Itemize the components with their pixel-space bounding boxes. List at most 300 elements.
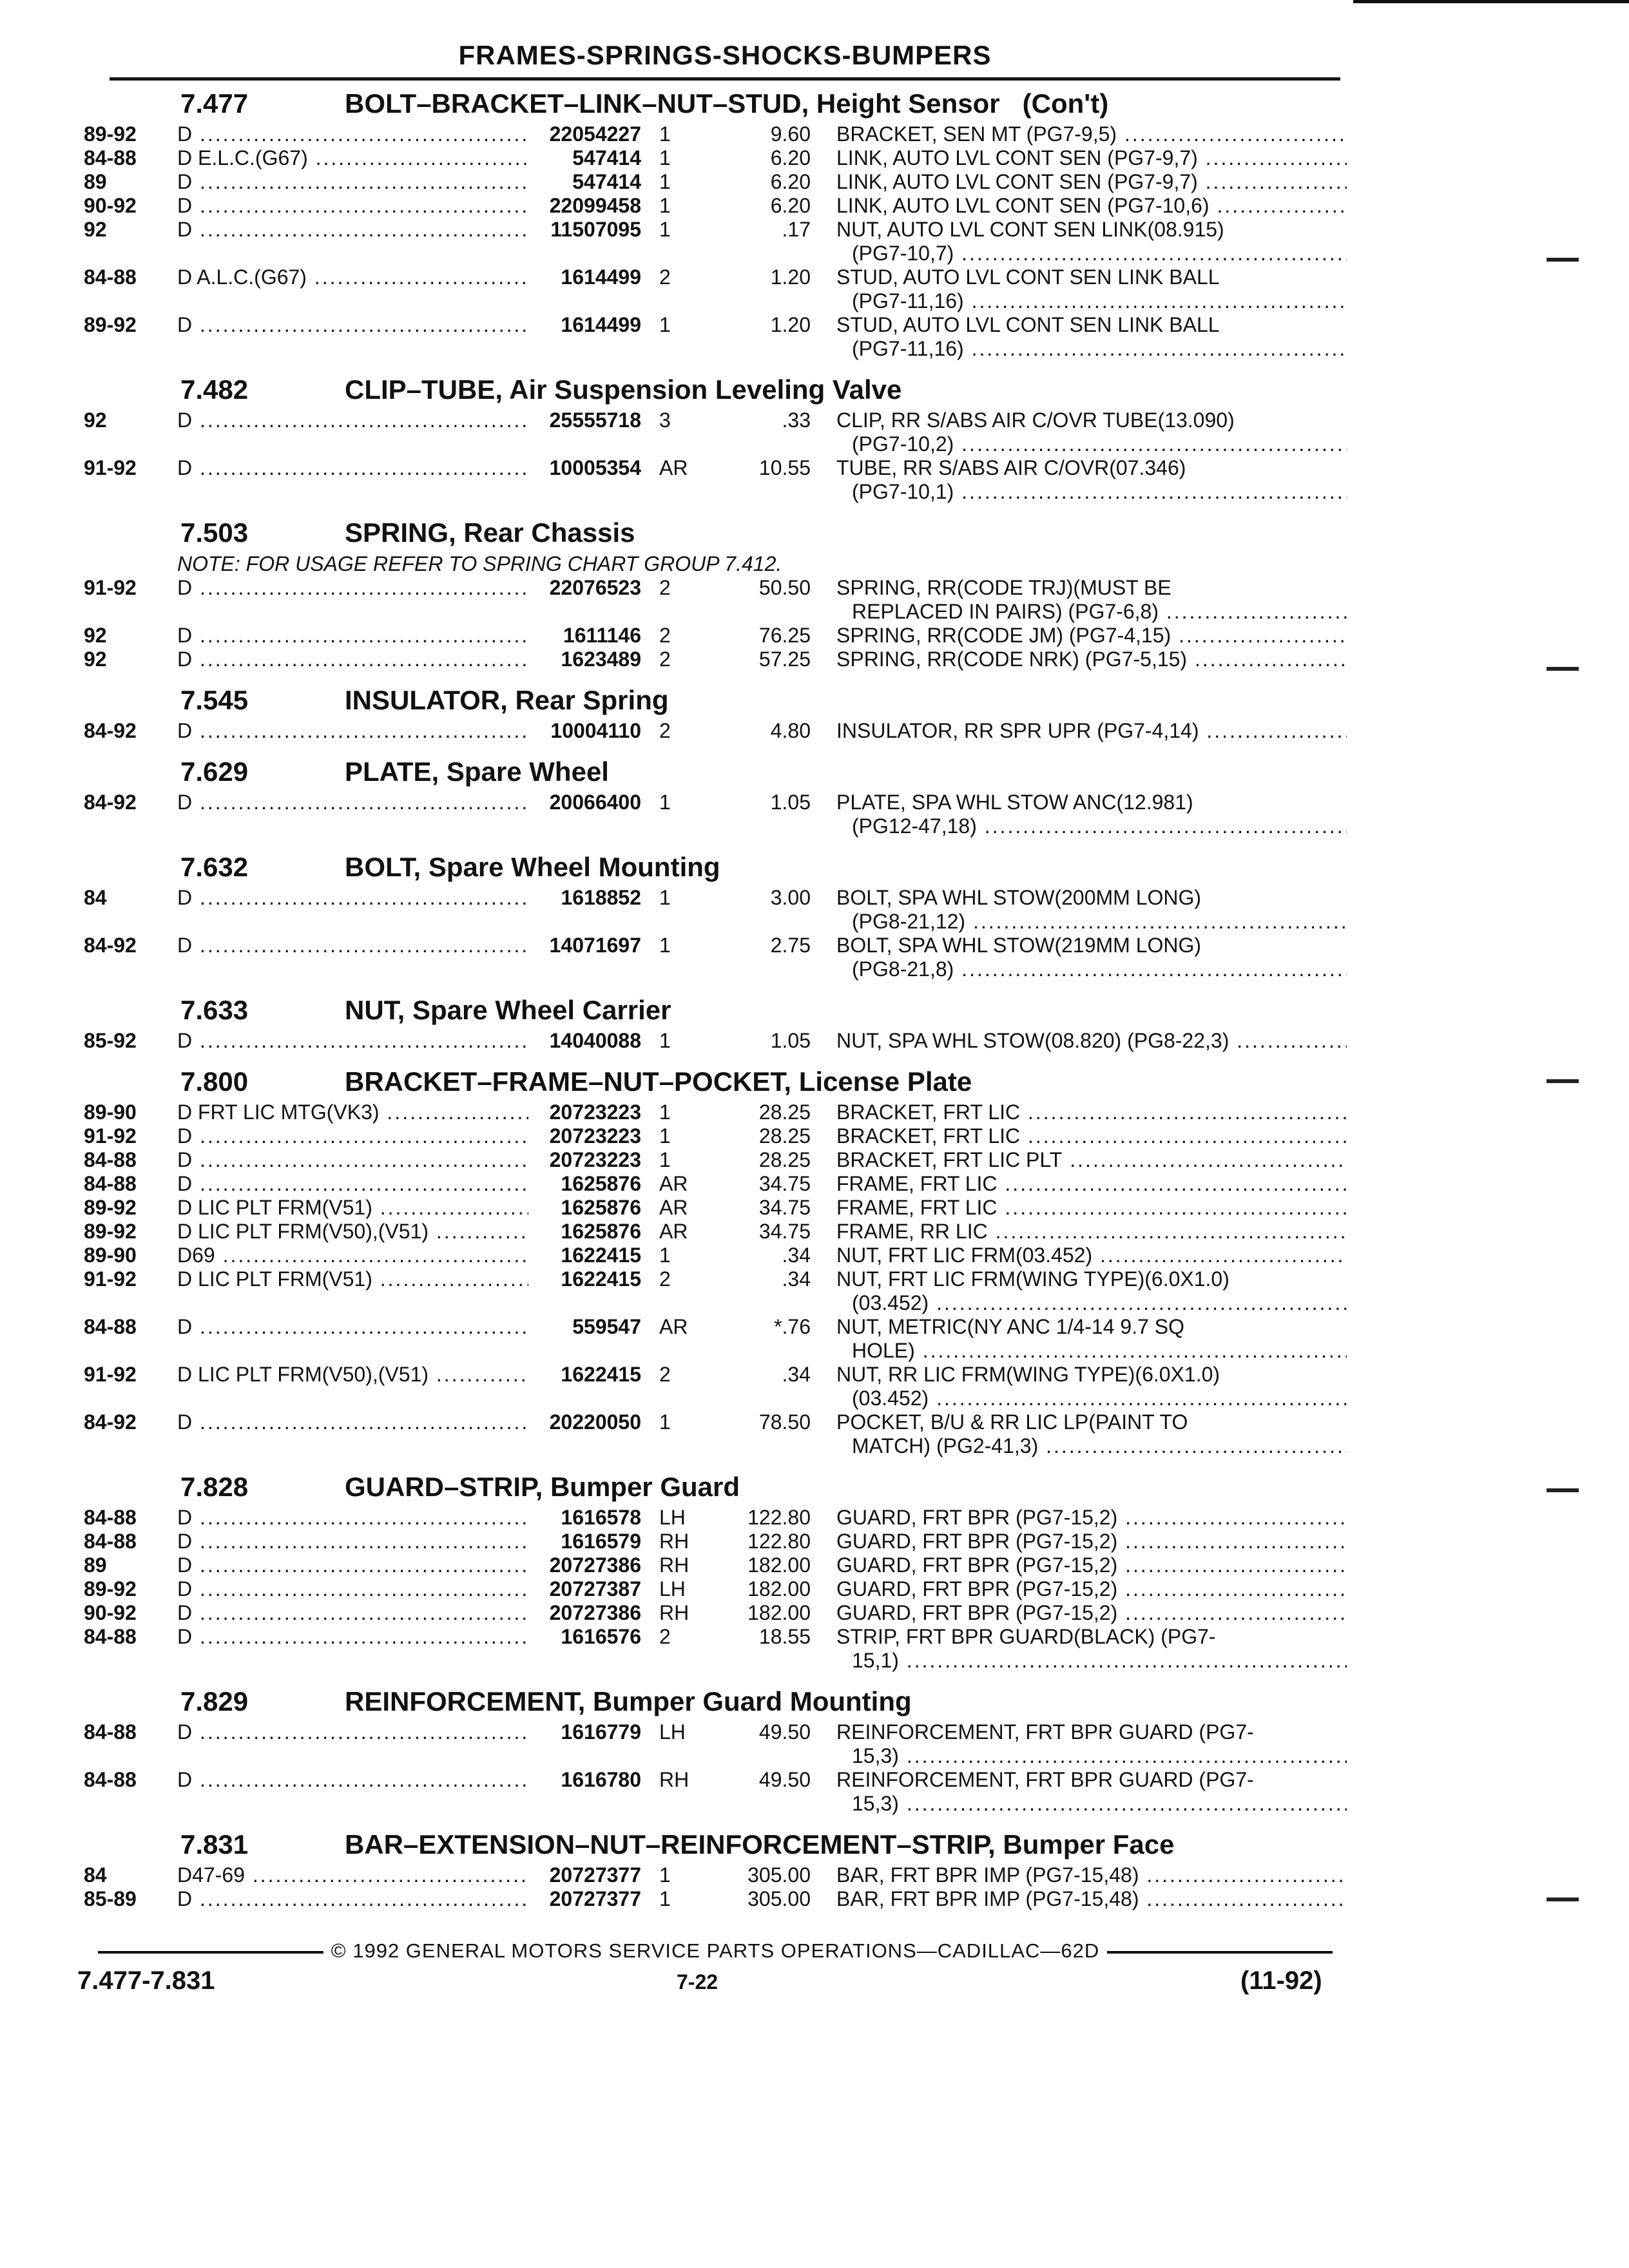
group-number: 7.482 <box>180 374 249 405</box>
quantity: 3 <box>659 408 671 432</box>
part-description <box>836 1768 1347 1816</box>
quantity: 1 <box>659 1100 671 1124</box>
group-heading <box>84 1063 1347 1100</box>
usage-code: D ..... <box>177 624 528 648</box>
price: .17 <box>782 218 811 241</box>
part-row <box>84 1124 1347 1148</box>
part-number: 1618852 <box>561 886 641 909</box>
usage-code: D ..... <box>177 1601 528 1625</box>
description-line: BRACKET, FRT LIC PLT ..... <box>836 1148 1347 1172</box>
group-number: 7.633 <box>180 995 249 1025</box>
part-row <box>84 1244 1347 1267</box>
margin-tick <box>1547 667 1579 671</box>
part-row <box>84 576 1347 624</box>
usage-code: D ..... <box>177 1553 528 1577</box>
model-years: 89-92 <box>84 1196 137 1219</box>
description-line: BOLT, SPA WHL STOW(200MM LONG) <box>836 886 1202 909</box>
group-heading <box>84 514 1347 552</box>
usage-code: D47-69 ..... <box>177 1863 528 1887</box>
part-row <box>84 170 1347 194</box>
description-line: GUARD, FRT BPR (PG7-15,2) ..... <box>836 1601 1347 1625</box>
quantity: 1 <box>659 791 671 814</box>
description-line: (PG12-47,18) ..... <box>836 814 1347 838</box>
model-years: 92 <box>84 624 107 647</box>
part-number: 1622415 <box>561 1267 641 1291</box>
part-number: 1614499 <box>561 313 641 336</box>
part-row <box>84 408 1347 456</box>
quantity: 2 <box>659 719 671 742</box>
group-title: BRACKET–FRAME–NUT–POCKET, License Plate <box>345 1066 972 1097</box>
footer-page-number: 7-22 <box>677 1970 718 1994</box>
part-row <box>84 1720 1347 1768</box>
quantity: AR <box>659 1172 688 1195</box>
description-line: MATCH) (PG2-41,3) ..... <box>836 1434 1347 1458</box>
part-description <box>836 1625 1347 1673</box>
footer-rule <box>1107 1951 1333 1954</box>
part-row <box>84 1768 1347 1816</box>
part-row <box>84 265 1347 313</box>
part-description <box>836 1506 1347 1530</box>
model-years: 91-92 <box>84 576 137 599</box>
description-line: (PG8-21,12) ..... <box>836 910 1347 934</box>
part-row <box>84 1148 1347 1172</box>
part-row <box>84 456 1347 504</box>
margin-tick <box>1547 1898 1579 1901</box>
quantity: 2 <box>659 1363 671 1386</box>
model-years: 89-92 <box>84 1220 137 1243</box>
quantity: 2 <box>659 624 671 647</box>
price: 122.80 <box>747 1530 811 1553</box>
part-number: 1616779 <box>561 1720 641 1744</box>
part-description <box>836 170 1347 194</box>
part-description <box>836 1363 1347 1410</box>
group-number: 7.800 <box>180 1066 249 1097</box>
usage-code: D ..... <box>177 456 528 480</box>
usage-code: D ..... <box>177 719 528 743</box>
model-years: 84-92 <box>84 719 137 742</box>
usage-code: D ..... <box>177 1410 528 1434</box>
quantity: LH <box>659 1577 686 1600</box>
usage-code: D ..... <box>177 1577 528 1601</box>
part-description <box>836 194 1347 218</box>
part-row <box>84 194 1347 218</box>
part-description <box>836 1196 1347 1220</box>
part-group <box>84 85 1347 361</box>
part-number: 1625876 <box>561 1220 641 1243</box>
model-years: 89-90 <box>84 1100 137 1124</box>
description-line: (03.452) ..... <box>836 1387 1347 1410</box>
model-years: 92 <box>84 218 107 241</box>
description-line: (PG7-11,16) ..... <box>836 289 1347 313</box>
description-line: LINK, AUTO LVL CONT SEN (PG7-9,7) ..... <box>836 146 1347 170</box>
part-number: 20723223 <box>549 1124 641 1148</box>
price: 28.25 <box>758 1124 811 1148</box>
part-description <box>836 1315 1347 1363</box>
quantity: 1 <box>659 1244 671 1267</box>
group-title: BAR–EXTENSION–NUT–REINFORCEMENT–STRIP, Bumper Face <box>345 1829 1175 1860</box>
description-line: FRAME, FRT LIC ..... <box>836 1196 1347 1220</box>
usage-code: D ..... <box>177 1172 528 1196</box>
price: 3.00 <box>770 886 811 909</box>
usage-code: D ..... <box>177 1720 528 1744</box>
price: .33 <box>782 408 811 432</box>
usage-code: D ..... <box>177 576 528 600</box>
description-line: BRACKET, FRT LIC ..... <box>836 1124 1347 1148</box>
part-row <box>84 1577 1347 1601</box>
description-line: GUARD, FRT BPR (PG7-15,2) ..... <box>836 1553 1347 1577</box>
price: 49.50 <box>758 1720 811 1744</box>
part-description <box>836 648 1347 671</box>
model-years: 85-92 <box>84 1029 137 1052</box>
description-line: NUT, SPA WHL STOW(08.820) (PG8-22,3) ..... <box>836 1029 1347 1053</box>
price: 18.55 <box>758 1625 811 1648</box>
part-description <box>836 313 1347 361</box>
part-number: 1616578 <box>561 1506 641 1529</box>
description-line: SPRING, RR(CODE TRJ)(MUST BE <box>836 576 1171 599</box>
price: 6.20 <box>770 194 811 217</box>
quantity: 1 <box>659 1887 671 1910</box>
model-years: 84-88 <box>84 1315 137 1338</box>
part-row <box>84 791 1347 838</box>
description-line: (PG8-21,8) ..... <box>836 957 1347 981</box>
price: 28.25 <box>758 1148 811 1171</box>
group-heading <box>84 849 1347 886</box>
model-years: 89 <box>84 1553 107 1577</box>
header-rule <box>110 77 1340 81</box>
description-line: (PG7-10,1) ..... <box>836 480 1347 504</box>
part-description <box>836 1887 1347 1911</box>
part-number: 20723223 <box>549 1100 641 1124</box>
quantity: LH <box>659 1506 686 1529</box>
part-number: 1625876 <box>561 1196 641 1219</box>
group-heading <box>84 371 1347 408</box>
quantity: 2 <box>659 576 671 599</box>
part-description <box>836 1601 1347 1625</box>
description-line: INSULATOR, RR SPR UPR (PG7-4,14) ..... <box>836 719 1347 743</box>
part-row <box>84 1625 1347 1673</box>
part-description <box>836 1530 1347 1553</box>
margin-tick <box>1547 258 1579 262</box>
group-number: 7.831 <box>180 1829 249 1860</box>
price: 49.50 <box>758 1768 811 1791</box>
part-description <box>836 146 1347 170</box>
description-line: BRACKET, SEN MT (PG7-9,5) ..... <box>836 122 1347 146</box>
model-years: 84-88 <box>84 1625 137 1648</box>
copyright-text: © 1992 GENERAL MOTORS SERVICE PARTS OPERATIONS—CADILLAC—62D <box>331 1939 1100 1962</box>
part-description <box>836 456 1347 504</box>
footer-copyright <box>84 1939 1347 1963</box>
group-number: 7.503 <box>180 517 249 548</box>
quantity: RH <box>659 1601 689 1624</box>
part-number: 25555718 <box>549 408 641 432</box>
quantity: RH <box>659 1768 689 1791</box>
part-row <box>84 1315 1347 1363</box>
model-years: 89-92 <box>84 1577 137 1600</box>
group-number: 7.477 <box>180 88 249 119</box>
footer-rule <box>98 1951 323 1954</box>
description-line: GUARD, FRT BPR (PG7-15,2) ..... <box>836 1577 1347 1601</box>
quantity: 1 <box>659 886 671 909</box>
part-row <box>84 1863 1347 1887</box>
usage-code: D ..... <box>177 313 528 337</box>
part-number: 1623489 <box>561 648 641 671</box>
part-description <box>836 1863 1347 1887</box>
description-line: 15,3) ..... <box>836 1744 1347 1768</box>
group-number: 7.829 <box>180 1686 249 1716</box>
group-heading <box>84 85 1347 122</box>
part-row <box>84 1410 1347 1458</box>
usage-code: D ..... <box>177 1887 528 1911</box>
price: 50.50 <box>758 576 811 599</box>
price: 6.20 <box>770 170 811 193</box>
quantity: AR <box>659 1220 688 1243</box>
part-description <box>836 886 1347 934</box>
usage-code: D ..... <box>177 1315 528 1339</box>
price: 6.20 <box>770 146 811 169</box>
description-line: NUT, AUTO LVL CONT SEN LINK(08.915) <box>836 218 1224 241</box>
part-row <box>84 1220 1347 1244</box>
usage-code: D ..... <box>177 1625 528 1649</box>
description-line: BAR, FRT BPR IMP (PG7-15,48) ..... <box>836 1863 1347 1887</box>
price: 182.00 <box>747 1577 811 1600</box>
group-heading <box>84 1468 1347 1506</box>
model-years: 84-88 <box>84 1768 137 1791</box>
model-years: 84-88 <box>84 265 137 289</box>
part-number: 20220050 <box>549 1410 641 1434</box>
group-title: GUARD–STRIP, Bumper Guard <box>345 1472 740 1502</box>
quantity: LH <box>659 1720 686 1744</box>
quantity: 1 <box>659 218 671 241</box>
part-number: 1622415 <box>561 1363 641 1386</box>
part-row <box>84 1363 1347 1410</box>
description-line: SPRING, RR(CODE NRK) (PG7-5,15) ..... <box>836 648 1347 671</box>
part-description <box>836 1720 1347 1768</box>
price: 305.00 <box>747 1887 811 1910</box>
description-line: LINK, AUTO LVL CONT SEN (PG7-9,7) ..... <box>836 170 1347 194</box>
part-description <box>836 1029 1347 1053</box>
quantity: 1 <box>659 934 671 957</box>
quantity: 1 <box>659 313 671 336</box>
model-years: 91-92 <box>84 456 137 479</box>
price: 1.20 <box>770 265 811 289</box>
usage-code: D ..... <box>177 122 528 146</box>
part-description <box>836 1124 1347 1148</box>
description-line: REPLACED IN PAIRS) (PG7-6,8) ..... <box>836 600 1347 624</box>
model-years: 89 <box>84 170 107 193</box>
quantity: RH <box>659 1553 689 1577</box>
part-group <box>84 1468 1347 1673</box>
part-row <box>84 1172 1347 1196</box>
usage-code: D LIC PLT FRM(V51) ..... <box>177 1267 528 1291</box>
part-description <box>836 624 1347 648</box>
usage-code: D ..... <box>177 170 528 194</box>
part-row <box>84 1601 1347 1625</box>
quantity: AR <box>659 1315 688 1338</box>
price: 9.60 <box>770 122 811 146</box>
group-title: BOLT–BRACKET–LINK–NUT–STUD, Height Sensor (Con't) <box>345 88 1109 119</box>
part-row <box>84 1887 1347 1911</box>
model-years: 84-88 <box>84 1506 137 1529</box>
part-number: 10005354 <box>549 456 641 479</box>
part-number: 14071697 <box>549 934 641 957</box>
description-line: NUT, FRT LIC FRM(03.452) ..... <box>836 1244 1347 1267</box>
description-line: 15,3) ..... <box>836 1792 1347 1816</box>
usage-code: D E.L.C.(G67) ..... <box>177 146 528 170</box>
part-row <box>84 1530 1347 1553</box>
description-line: (03.452) ..... <box>836 1291 1347 1315</box>
model-years: 84 <box>84 1863 107 1887</box>
part-number: 20723223 <box>549 1148 641 1171</box>
model-years: 84-88 <box>84 146 137 169</box>
part-group <box>84 753 1347 838</box>
price: 57.25 <box>758 648 811 671</box>
part-description <box>836 1577 1347 1601</box>
usage-code: D ..... <box>177 1506 528 1530</box>
part-description <box>836 1267 1347 1315</box>
part-group <box>84 514 1347 671</box>
group-heading <box>84 1826 1347 1863</box>
part-row <box>84 1100 1347 1124</box>
price: 1.05 <box>770 791 811 814</box>
price: 78.50 <box>758 1410 811 1434</box>
model-years: 84-88 <box>84 1148 137 1171</box>
description-line: REINFORCEMENT, FRT BPR GUARD (PG7- <box>836 1768 1254 1791</box>
model-years: 89-92 <box>84 122 137 146</box>
page-title: FRAMES-SPRINGS-SHOCKS-BUMPERS <box>458 40 992 70</box>
usage-code: D ..... <box>177 648 528 671</box>
part-number: 14040088 <box>549 1029 641 1052</box>
usage-code: D LIC PLT FRM(V51) ..... <box>177 1196 528 1220</box>
price: 182.00 <box>747 1601 811 1624</box>
description-line: STUD, AUTO LVL CONT SEN LINK BALL <box>836 265 1220 289</box>
part-description <box>836 1148 1347 1172</box>
price: 182.00 <box>747 1553 811 1577</box>
part-description <box>836 1410 1347 1458</box>
part-number: 1616576 <box>561 1625 641 1648</box>
part-row <box>84 886 1347 934</box>
quantity: 1 <box>659 122 671 146</box>
margin-tick <box>1547 1488 1579 1492</box>
model-years: 92 <box>84 408 107 432</box>
part-row <box>84 648 1347 671</box>
part-number: 20727377 <box>549 1863 641 1887</box>
quantity: AR <box>659 1196 688 1219</box>
quantity: AR <box>659 456 688 479</box>
price: *.76 <box>774 1315 811 1338</box>
part-description <box>836 218 1347 265</box>
group-title: CLIP–TUBE, Air Suspension Leveling Valve <box>345 374 902 405</box>
quantity: 1 <box>659 1029 671 1052</box>
part-group <box>84 1063 1347 1458</box>
group-title: PLATE, Spare Wheel <box>345 756 609 787</box>
part-number: 559547 <box>572 1315 641 1338</box>
usage-code: D ..... <box>177 1124 528 1148</box>
description-line: BOLT, SPA WHL STOW(219MM LONG) <box>836 934 1202 957</box>
usage-code: D ..... <box>177 218 528 242</box>
model-years: 84-92 <box>84 1410 137 1434</box>
parts-list <box>84 85 1347 1911</box>
price: 34.75 <box>758 1220 811 1243</box>
part-number: 547414 <box>572 170 641 193</box>
part-number: 1625876 <box>561 1172 641 1195</box>
model-years: 84 <box>84 886 107 909</box>
usage-code: D ..... <box>177 408 528 432</box>
part-number: 1622415 <box>561 1244 641 1267</box>
group-heading <box>84 753 1347 791</box>
group-number: 7.828 <box>180 1472 249 1502</box>
part-number: 1611146 <box>563 624 641 647</box>
price: .34 <box>782 1363 811 1386</box>
part-row <box>84 1506 1347 1530</box>
usage-code: D A.L.C.(G67) ..... <box>177 265 528 289</box>
part-description <box>836 791 1347 838</box>
footer-group-range: 7.477-7.831 <box>77 1966 215 1995</box>
price: 34.75 <box>758 1196 811 1219</box>
part-row <box>84 1196 1347 1220</box>
quantity: 1 <box>659 194 671 217</box>
description-line: STUD, AUTO LVL CONT SEN LINK BALL <box>836 313 1220 336</box>
part-group <box>84 371 1347 504</box>
part-description <box>836 265 1347 313</box>
model-years: 90-92 <box>84 1601 137 1624</box>
price: 4.80 <box>770 719 811 742</box>
model-years: 89-90 <box>84 1244 137 1267</box>
description-line: HOLE) ..... <box>836 1339 1347 1363</box>
quantity: 1 <box>659 146 671 169</box>
usage-code: D69 ..... <box>177 1244 528 1267</box>
quantity: 2 <box>659 648 671 671</box>
usage-code: D ..... <box>177 934 528 957</box>
part-row <box>84 146 1347 170</box>
part-description <box>836 576 1347 624</box>
description-line: SPRING, RR(CODE JM) (PG7-4,15) ..... <box>836 624 1347 648</box>
description-line: FRAME, RR LIC ..... <box>836 1220 1347 1244</box>
quantity: 2 <box>659 1625 671 1648</box>
quantity: 1 <box>659 170 671 193</box>
usage-code: D LIC PLT FRM(V50),(V51) ..... <box>177 1363 528 1387</box>
model-years: 92 <box>84 648 107 671</box>
quantity: 1 <box>659 1148 671 1171</box>
group-heading <box>84 992 1347 1029</box>
price: 122.80 <box>747 1506 811 1529</box>
price: 1.20 <box>770 313 811 336</box>
part-group <box>84 992 1347 1053</box>
footer-date: (11-92) <box>1240 1966 1322 1995</box>
description-line: FRAME, FRT LIC ..... <box>836 1172 1347 1196</box>
price: .34 <box>782 1267 811 1291</box>
group-number: 7.632 <box>180 852 249 882</box>
description-line: NUT, RR LIC FRM(WING TYPE)(6.0X1.0) <box>836 1363 1220 1386</box>
description-line: STRIP, FRT BPR GUARD(BLACK) (PG7- <box>836 1625 1216 1648</box>
usage-code: D ..... <box>177 1148 528 1172</box>
part-number: 20727387 <box>549 1577 641 1600</box>
model-years: 84-92 <box>84 934 137 957</box>
price: 305.00 <box>747 1863 811 1887</box>
usage-code: D ..... <box>177 1029 528 1053</box>
group-number: 7.545 <box>180 685 249 715</box>
model-years: 91-92 <box>84 1124 137 1148</box>
description-line: GUARD, FRT BPR (PG7-15,2) ..... <box>836 1530 1347 1553</box>
part-row <box>84 1553 1347 1577</box>
model-years: 84-88 <box>84 1720 137 1744</box>
part-number: 10004110 <box>550 719 641 742</box>
model-years: 84-88 <box>84 1530 137 1553</box>
part-number: 20066400 <box>549 791 641 814</box>
description-line: POCKET, B/U & RR LIC LP(PAINT TO <box>836 1410 1188 1434</box>
model-years: 84-92 <box>84 791 137 814</box>
description-line: TUBE, RR S/ABS AIR C/OVR(07.346) <box>836 456 1186 479</box>
part-row <box>84 719 1347 743</box>
